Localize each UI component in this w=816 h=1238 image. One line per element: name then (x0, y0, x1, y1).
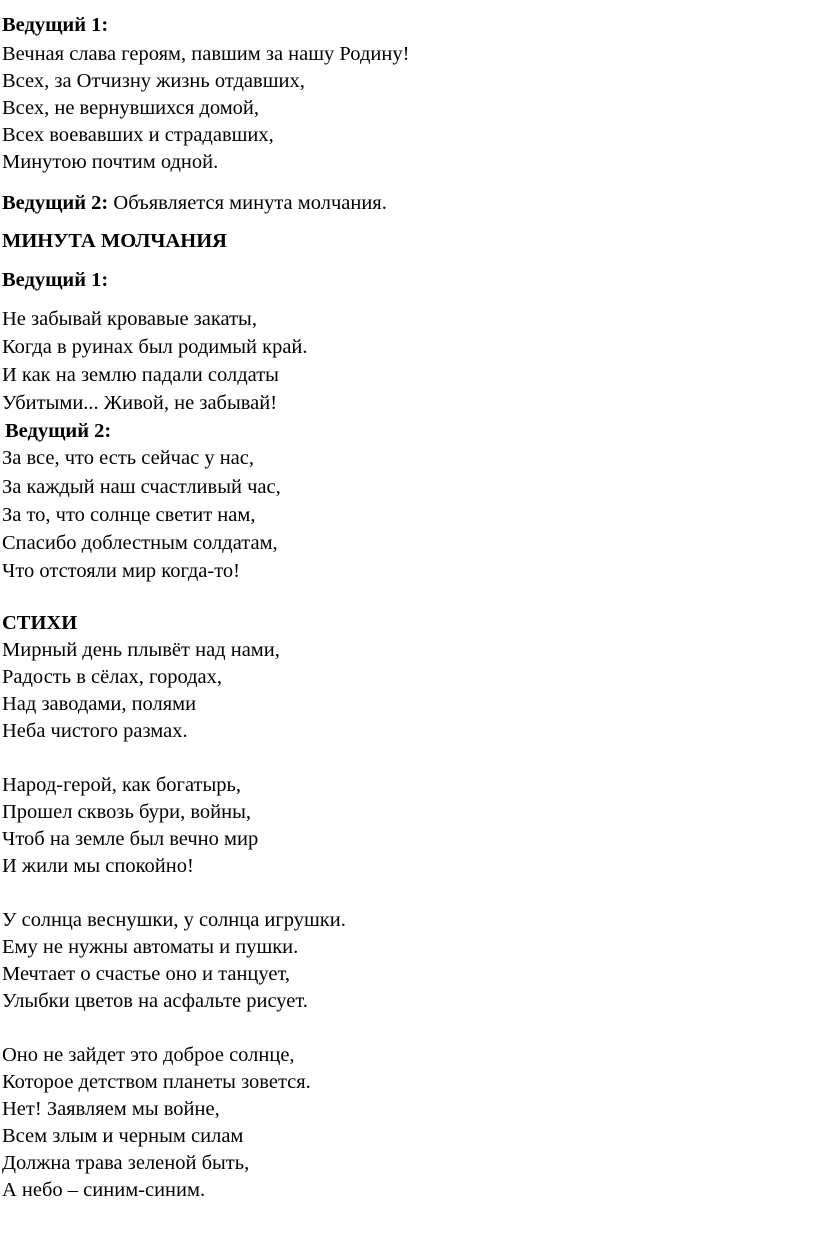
text-line: За все, что есть сейчас у нас, (2, 447, 254, 469)
text-line: Не забывай кровавые закаты, (2, 308, 257, 330)
poem-line: Должна трава зеленой быть, (2, 1152, 250, 1174)
text-line: И как на землю падали солдаты (2, 364, 279, 386)
speaker-label: Ведущий 1: (2, 14, 109, 36)
poem-line: Народ-герой, как богатырь, (2, 774, 241, 796)
poem-line: Которое детством планеты зовется. (2, 1071, 311, 1093)
poem-line: Над заводами, полями (2, 693, 197, 715)
section-heading: СТИХИ (2, 612, 78, 634)
poem-line: Чтоб на земле был вечно мир (2, 828, 259, 850)
poem-line: Нет! Заявляем мы войне, (2, 1098, 220, 1120)
poem-line: Мечтает о счастье оно и танцует, (2, 963, 291, 985)
poem-line: У солнца веснушки, у солнца игрушки. (2, 909, 346, 931)
poem-line: Оно не зайдет это доброе солнце, (2, 1044, 295, 1066)
text-line: Убитыми... Живой, не забывай! (2, 392, 278, 414)
poem-line: А небо – синим-синим. (2, 1179, 206, 1201)
announcement-text: Объявляется минута молчания. (108, 192, 387, 214)
speaker-label: Ведущий 2: (2, 192, 109, 214)
text-line: Всех, за Отчизну жизнь отдавших, (2, 70, 305, 92)
text-line: Когда в руинах был родимый край. (2, 336, 308, 358)
speaker-label: Ведущий 2: (5, 420, 112, 442)
text-line: Спасибо доблестным солдатам, (2, 532, 278, 554)
poem-line: Всем злым и черным силам (2, 1125, 244, 1147)
text-line: Вечная слава героям, павшим за нашу Родину! (2, 43, 410, 65)
poem-line: Мирный день плывёт над нами, (2, 639, 280, 661)
text-line: Минутою почтим одной. (2, 151, 219, 173)
text-line: За каждый наш счастливый час, (2, 476, 281, 498)
poem-line: И жили мы спокойно! (2, 855, 194, 877)
text-line: Что отстояли мир когда-то! (2, 560, 240, 582)
poem-line: Неба чистого размах. (2, 720, 188, 742)
speaker-label: Ведущий 1: (2, 269, 109, 291)
text-line: За то, что солнце светит нам, (2, 504, 256, 526)
announcement-line (2, 190, 387, 217)
poem-line: Радость в сёлах, городах, (2, 666, 223, 688)
poem-line: Ему не нужны автоматы и пушки. (2, 936, 299, 958)
text-line: Всех воевавших и страдавших, (2, 124, 274, 146)
poem-line: Прошел сквозь бури, войны, (2, 801, 251, 823)
poem-line: Улыбки цветов на асфальте рисует. (2, 990, 308, 1012)
text-line: Всех, не вернувшихся домой, (2, 97, 260, 119)
section-heading: МИНУТА МОЛЧАНИЯ (2, 230, 227, 252)
